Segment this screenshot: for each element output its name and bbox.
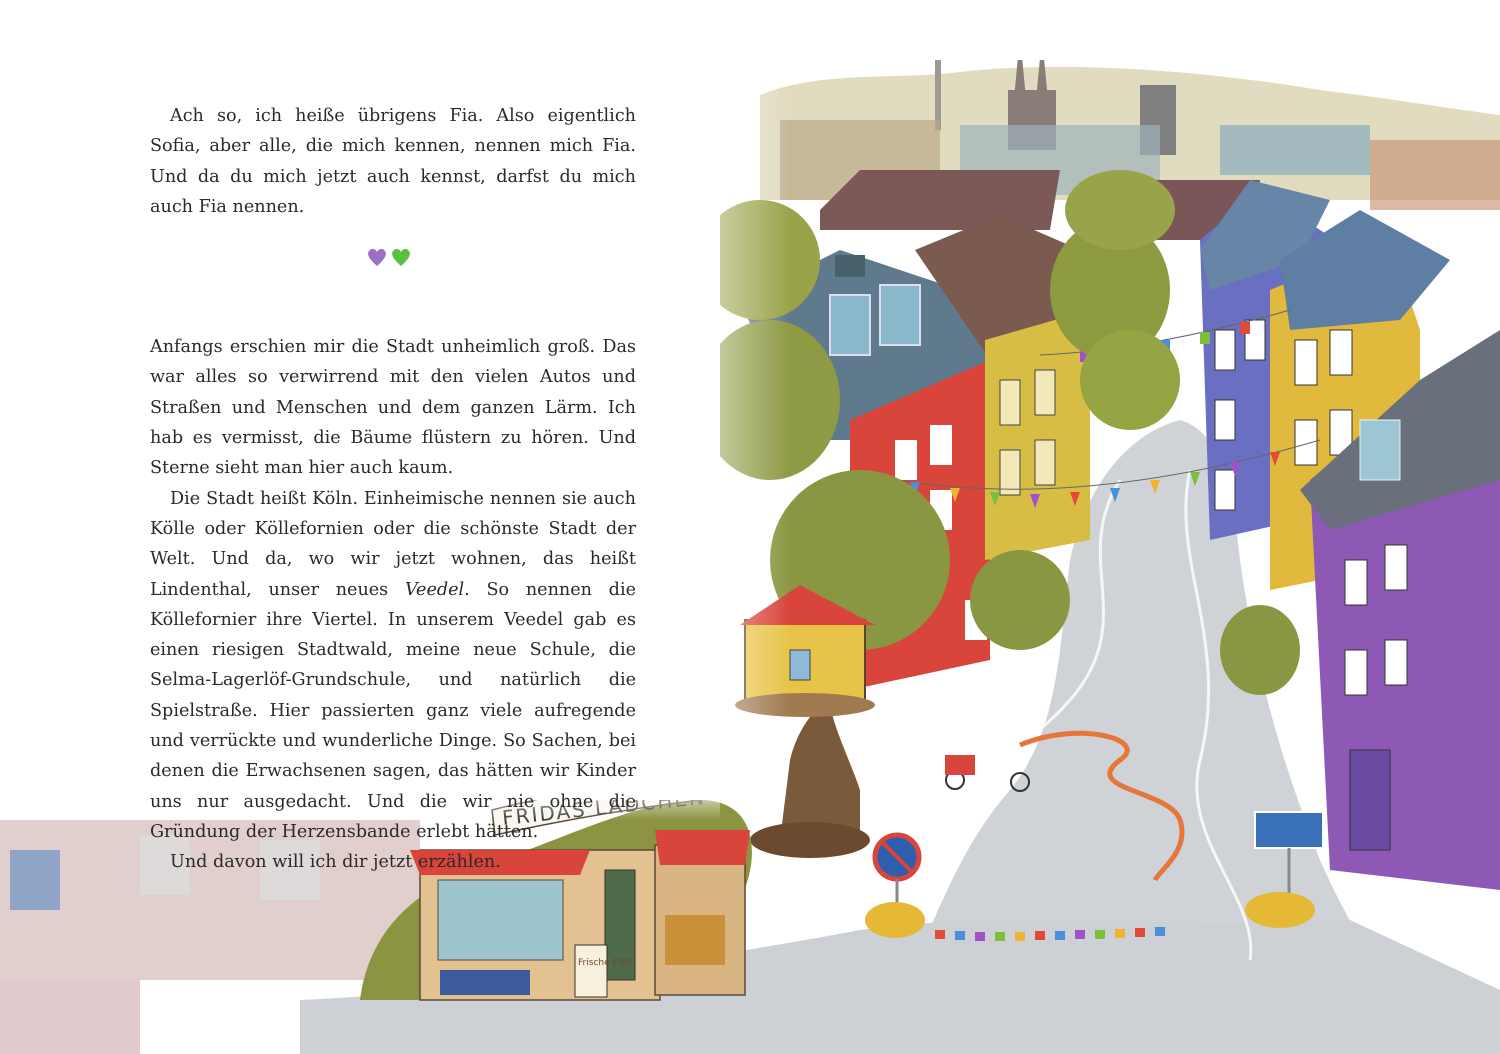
- paragraph-closing: Und davon will ich dir jetzt erzählen.: [170, 852, 501, 873]
- text-span: Die Stadt heißt Köln. Einheimische nennen sie auch Kölle oder Köllefornien oder die schönste Stadt der Welt. Und da, wo wir jetzt wohnen, das heißt Lindenthal, unser neues: [150, 488, 636, 600]
- text-span: . So nennen die Köllefornier ihre Viertel. In unserem Veedel gab es einen riesigen Stadtwald, meine neue Schule, die Selma-Lagerlöf-Grundschule, und natürlich die Spielstraße. Hier passierten ganz viele aufregende und verrückte und wunderliche Dinge. So Sachen, bei denen die Erwachsenen sagen, das hätten wir Kinder uns nur ausgedacht. Und die wir nie ohne die Gründung der Herzensbande erlebt hätten.: [150, 579, 636, 842]
- story-text: [150, 101, 636, 878]
- paragraph-city: Anfangs erschien mir die Stadt unheimlich groß. Das war alles so verwirrend mit den vielen Autos und Straßen und Menschen und dem ganzen Lärm. Ich hab es vermisst, die Bäume flüstern zu hören. Und Sterne sieht man hier auch kaum.: [150, 337, 636, 479]
- egg-board-text: Frische EIER: [578, 958, 633, 968]
- paragraph-intro: Ach so, ich heiße übrigens Fia. Also eigentlich Sofia, aber alle, die mich kennen, nennen mich Fia. Und da du mich jetzt auch kennst, darfst du mich auch Fia nennen.: [150, 106, 636, 217]
- heart-divider: [150, 237, 636, 297]
- purple-heart-icon: [368, 249, 386, 266]
- italic-veedel: Veedel: [404, 579, 465, 600]
- green-heart-icon: [392, 249, 410, 266]
- paragraph-cologne: [150, 484, 636, 848]
